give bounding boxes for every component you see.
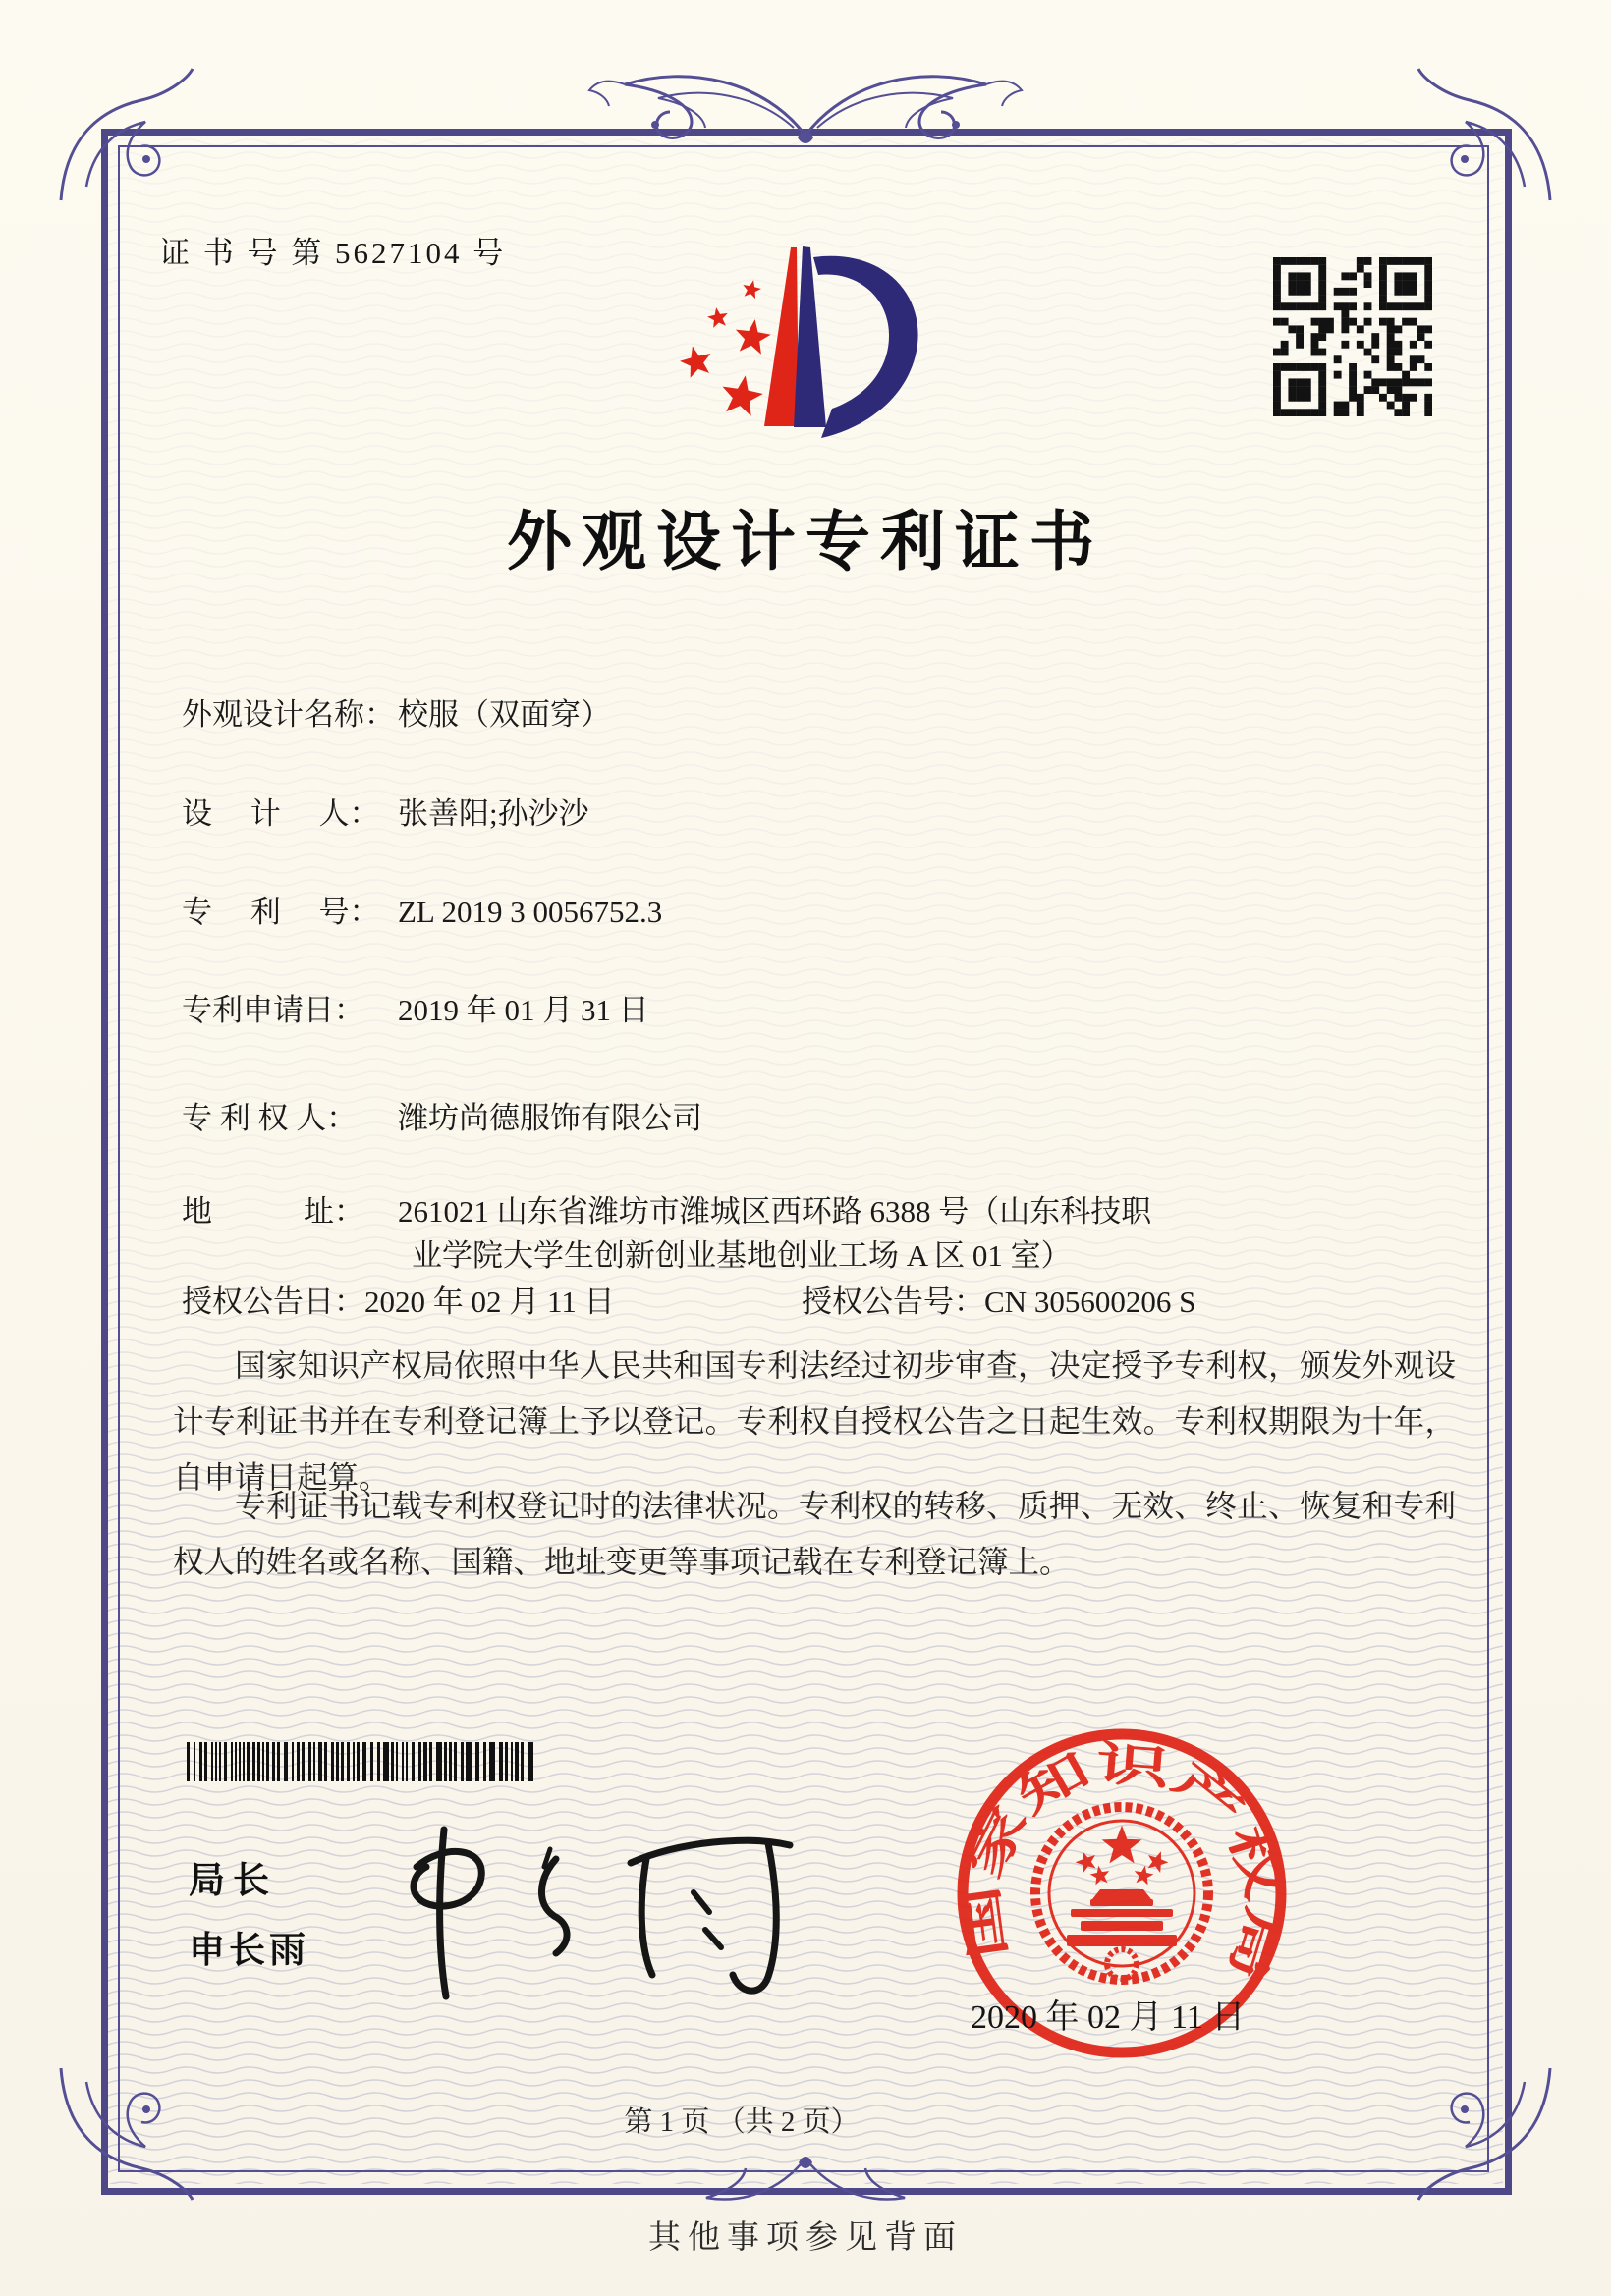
cnipa-logo (639, 234, 953, 450)
director-title-label: 局长 (189, 1860, 277, 1900)
ornament-corner-bottom-left (51, 2060, 198, 2208)
field-label: 地 址： (182, 1194, 364, 1229)
seal-text: 国家知识产权局 (959, 1738, 1289, 1962)
field-address-line2: 业学院大学生创新创业基地创业工场 A 区 01 室） (412, 1238, 1072, 1273)
certificate-number: 证 书 号 第 5627104 号 (159, 236, 507, 270)
field-address-line1 (182, 1186, 1151, 1230)
certificate-title: 外观设计专利证书 (507, 507, 1104, 578)
field-filing-date (182, 985, 649, 1029)
barcode (187, 1742, 540, 1781)
seal-national-emblem (1035, 1807, 1208, 1980)
field-value: CN 305600206 S (984, 1285, 1196, 1319)
field-label: 外观设计名称： (182, 697, 395, 732)
field-patentee (182, 1093, 702, 1137)
field-label: 专利申请日： (182, 993, 364, 1027)
page-number: 第 1 页 （共 2 页） (624, 2106, 860, 2138)
field-label: 专 利 权 人： (182, 1101, 358, 1135)
logo-red-wedge (764, 247, 799, 426)
field-value: 潍坊尚德服饰有限公司 (398, 1101, 702, 1135)
field-patent-number (182, 887, 662, 931)
field-value: 2020 年 02 月 11 日 (364, 1285, 615, 1319)
field-value: 261021 山东省潍坊市潍城区西环路 6388 号（山东科技职 (398, 1194, 1152, 1229)
director-signature (393, 1802, 825, 2018)
field-label: 授权公告号： (802, 1285, 984, 1319)
field-value: 张善阳;孙沙沙 (398, 796, 589, 831)
field-value: 校服（双面穿） (398, 697, 611, 732)
field-design-name (182, 689, 611, 734)
ornament-corner-top-right (1413, 61, 1560, 208)
back-side-note: 其他事项参见背面 (648, 2220, 963, 2256)
director-name-label: 申长雨 (189, 1930, 309, 1970)
seal-date: 2020 年 02 月 11 日 (971, 1999, 1246, 2036)
legal-paragraph-1: 国家知识产权局依照中华人民共和国专利法经过初步审查，决定授予专利权，颁发外观设计专利证书并在专利登记簿上予以登记。专利权自授权公告之日起生效。专利权期限为十年，自申请日起算。 (173, 1348, 1456, 1495)
field-label: 设 计 人： (182, 796, 380, 831)
ornament-top-center (511, 51, 1100, 149)
field-grant-number (802, 1277, 1195, 1321)
field-value: 2019 年 01 月 31 日 (398, 993, 649, 1027)
qr-code (1273, 257, 1432, 416)
ornament-bottom-center (663, 2151, 948, 2219)
logo-p-bowl (813, 256, 918, 438)
legal-paragraph-2: 专利证书记载专利权登记时的法律状况。专利权的转移、质押、无效、终止、恢复和专利权人的姓名或名称、国籍、地址变更等事项记载在专利登记簿上。 (173, 1489, 1456, 1579)
field-value: ZL 2019 3 0056752.3 (398, 895, 663, 929)
field-label: 授权公告日： (182, 1285, 364, 1319)
field-grant-date (182, 1277, 615, 1321)
field-designer (182, 789, 589, 833)
field-label: 专 利 号： (182, 895, 380, 929)
ornament-corner-bottom-right (1413, 2060, 1560, 2208)
ornament-corner-top-left (51, 61, 198, 208)
